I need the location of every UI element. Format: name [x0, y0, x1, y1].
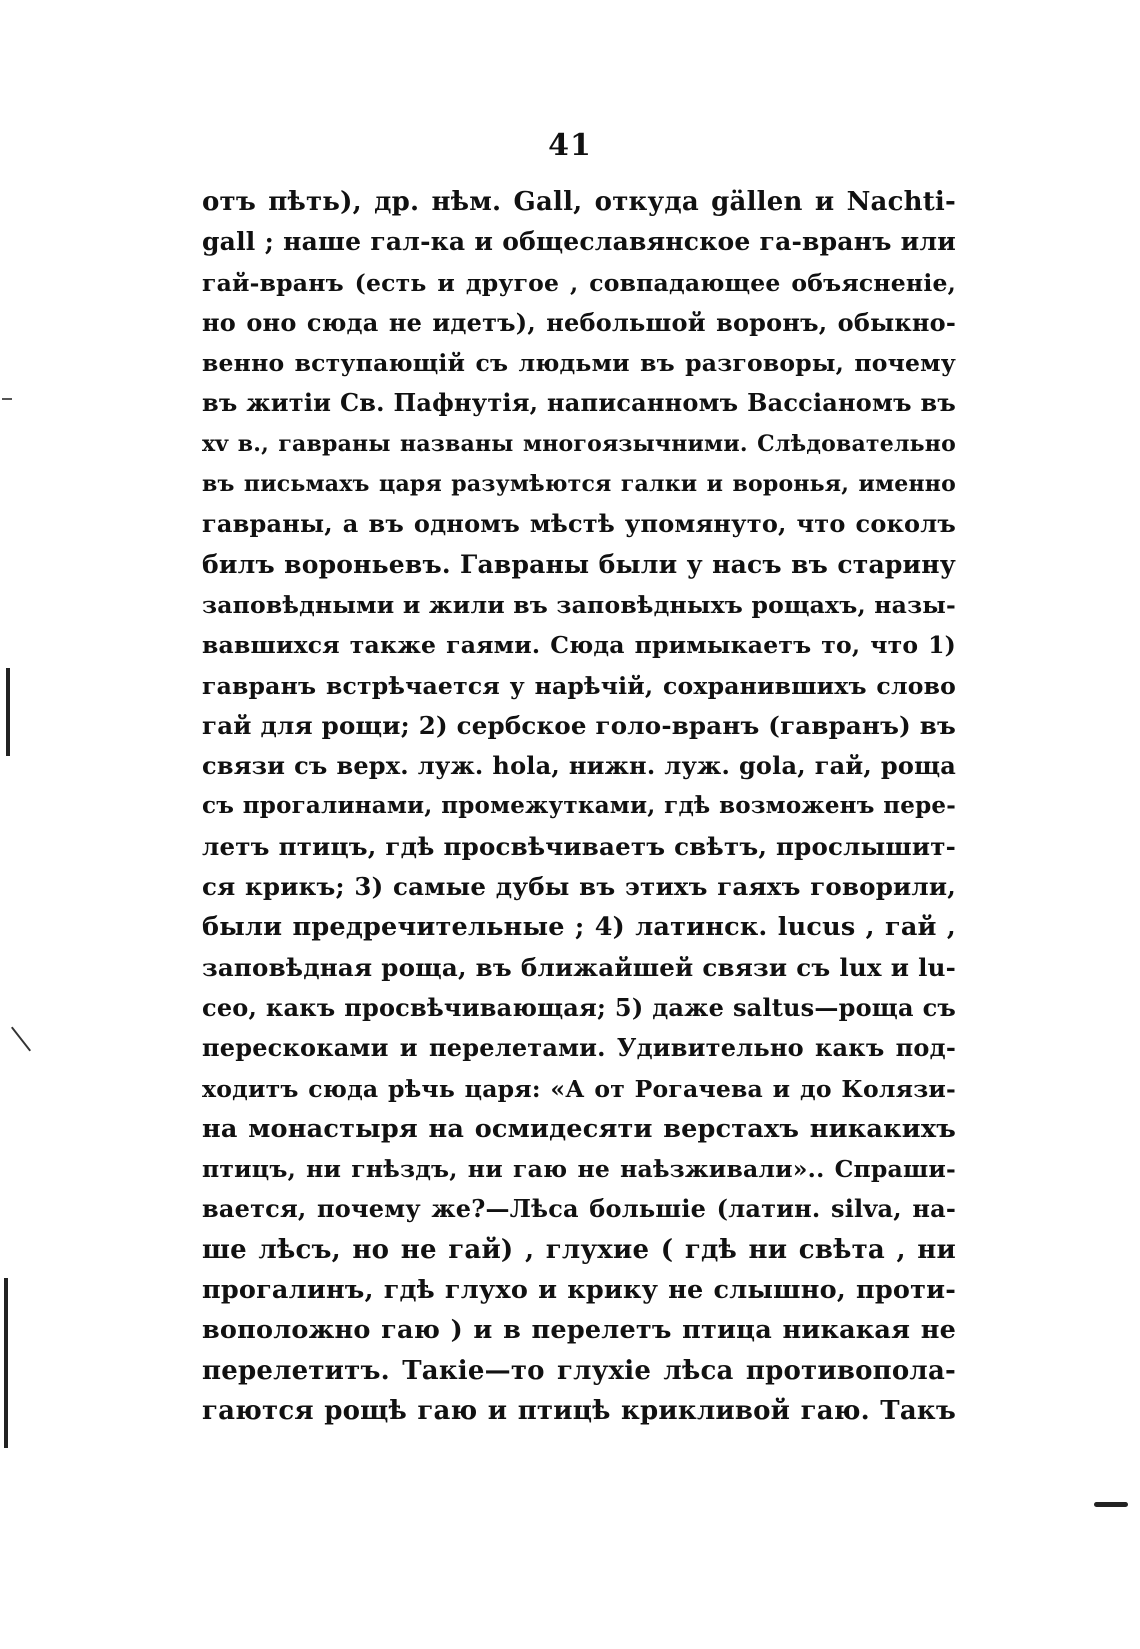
text-line: на монастыря на осмидесяти верстахъ никакихъ — [202, 1113, 956, 1144]
text-line: ся крикъ; 3) самые дубы въ этихъ гаяхъ говорили, — [202, 872, 956, 902]
text-line: вавшихся также гаями. Сюда примыкаетъ то, что 1) — [202, 631, 956, 660]
page-number: 41 — [548, 128, 592, 163]
text-line: перескоками и перелетами. Удивительно какъ под- — [202, 1033, 956, 1063]
text-line: воположно гаю ) и в перелетъ птица никакая не — [202, 1315, 956, 1346]
text-line: ше лѣсъ, но не гай) , глухие ( гдѣ ни свѣта , ни — [202, 1234, 956, 1265]
text-line: были предречительные ; 4) латинск. lucus , гай , — [202, 912, 956, 943]
text-line: въ письмахъ царя разумѣются галки и воронья, именно — [202, 471, 956, 498]
text-line: гай для рощи; 2) сербское голо-вранъ (гавранъ) въ — [202, 710, 956, 740]
text-line: прогалинъ, гдѣ глухо и крику не слышно, проти- — [202, 1275, 956, 1306]
text-line: гавраны, а въ одномъ мѣстѣ упомянуто, что соколъ — [202, 509, 956, 539]
text-line: гаются рощѣ гаю и птицѣ крикливой гаю. Такъ — [202, 1395, 956, 1426]
text-line: отъ пѣть), др. нѣм. Gall, откуда gällen и Nachti- — [202, 187, 956, 217]
text-line: xv в., гавраны названы многоязычними. Слѣдовательно — [202, 430, 956, 457]
text-line: ceo, какъ просвѣчивающая; 5) даже saltus—роща съ — [202, 992, 956, 1022]
text-line: вается, почему же?—Лѣса большіе (латин. silva, на- — [202, 1194, 956, 1224]
text-line: въ житіи Св. Пафнутія, написанномъ Вассіаномъ въ — [202, 388, 956, 418]
text-line: перелетитъ. Такіе—то глухіе лѣса противопола- — [202, 1355, 956, 1386]
text-line: гавранъ встрѣчается у нарѣчій, сохранившихъ слово — [202, 671, 956, 700]
text-line: gall ; наше гал-ка и общеславянское га-вранъ или — [202, 227, 956, 257]
text-line: птицъ, ни гнѣздъ, ни гаю не наѣзживали».. Спраши- — [202, 1155, 956, 1184]
text-line: билъ вороньевъ. Гавраны были у насъ въ старину — [202, 549, 956, 579]
text-line: заповѣдная роща, въ ближайшей связи съ lux и lu- — [202, 952, 956, 982]
text-line: гай-вранъ (есть и другое , совпадающее объясненіе, — [202, 268, 956, 297]
body-text — [202, 182, 956, 1431]
scan-margin-mark — [1094, 1502, 1128, 1507]
text-line: ходитъ сюда рѣчь царя: «А от Рогачева и до Колязи- — [202, 1074, 956, 1103]
text-line: съ прогалинами, промежутками, гдѣ возможенъ пере- — [202, 792, 956, 820]
text-line: заповѣдными и жили въ заповѣдныхъ рощахъ, назы- — [202, 590, 956, 619]
scan-margin-mark — [2, 398, 12, 400]
text-line: венно вступающій съ людьми въ разговоры, почему — [202, 349, 956, 378]
scan-margin-mark — [6, 668, 10, 756]
scan-margin-mark — [4, 1278, 8, 1448]
text-line: связи съ верх. луж. hola, нижн. луж. gola, гай, роща — [202, 751, 956, 781]
text-line: летъ птицъ, гдѣ просвѣчиваетъ свѣтъ, прослышит- — [202, 831, 956, 861]
text-line: но оно сюда не идетъ), небольшой воронъ, обыкно- — [202, 307, 956, 337]
scan-margin-mark — [11, 1027, 31, 1052]
